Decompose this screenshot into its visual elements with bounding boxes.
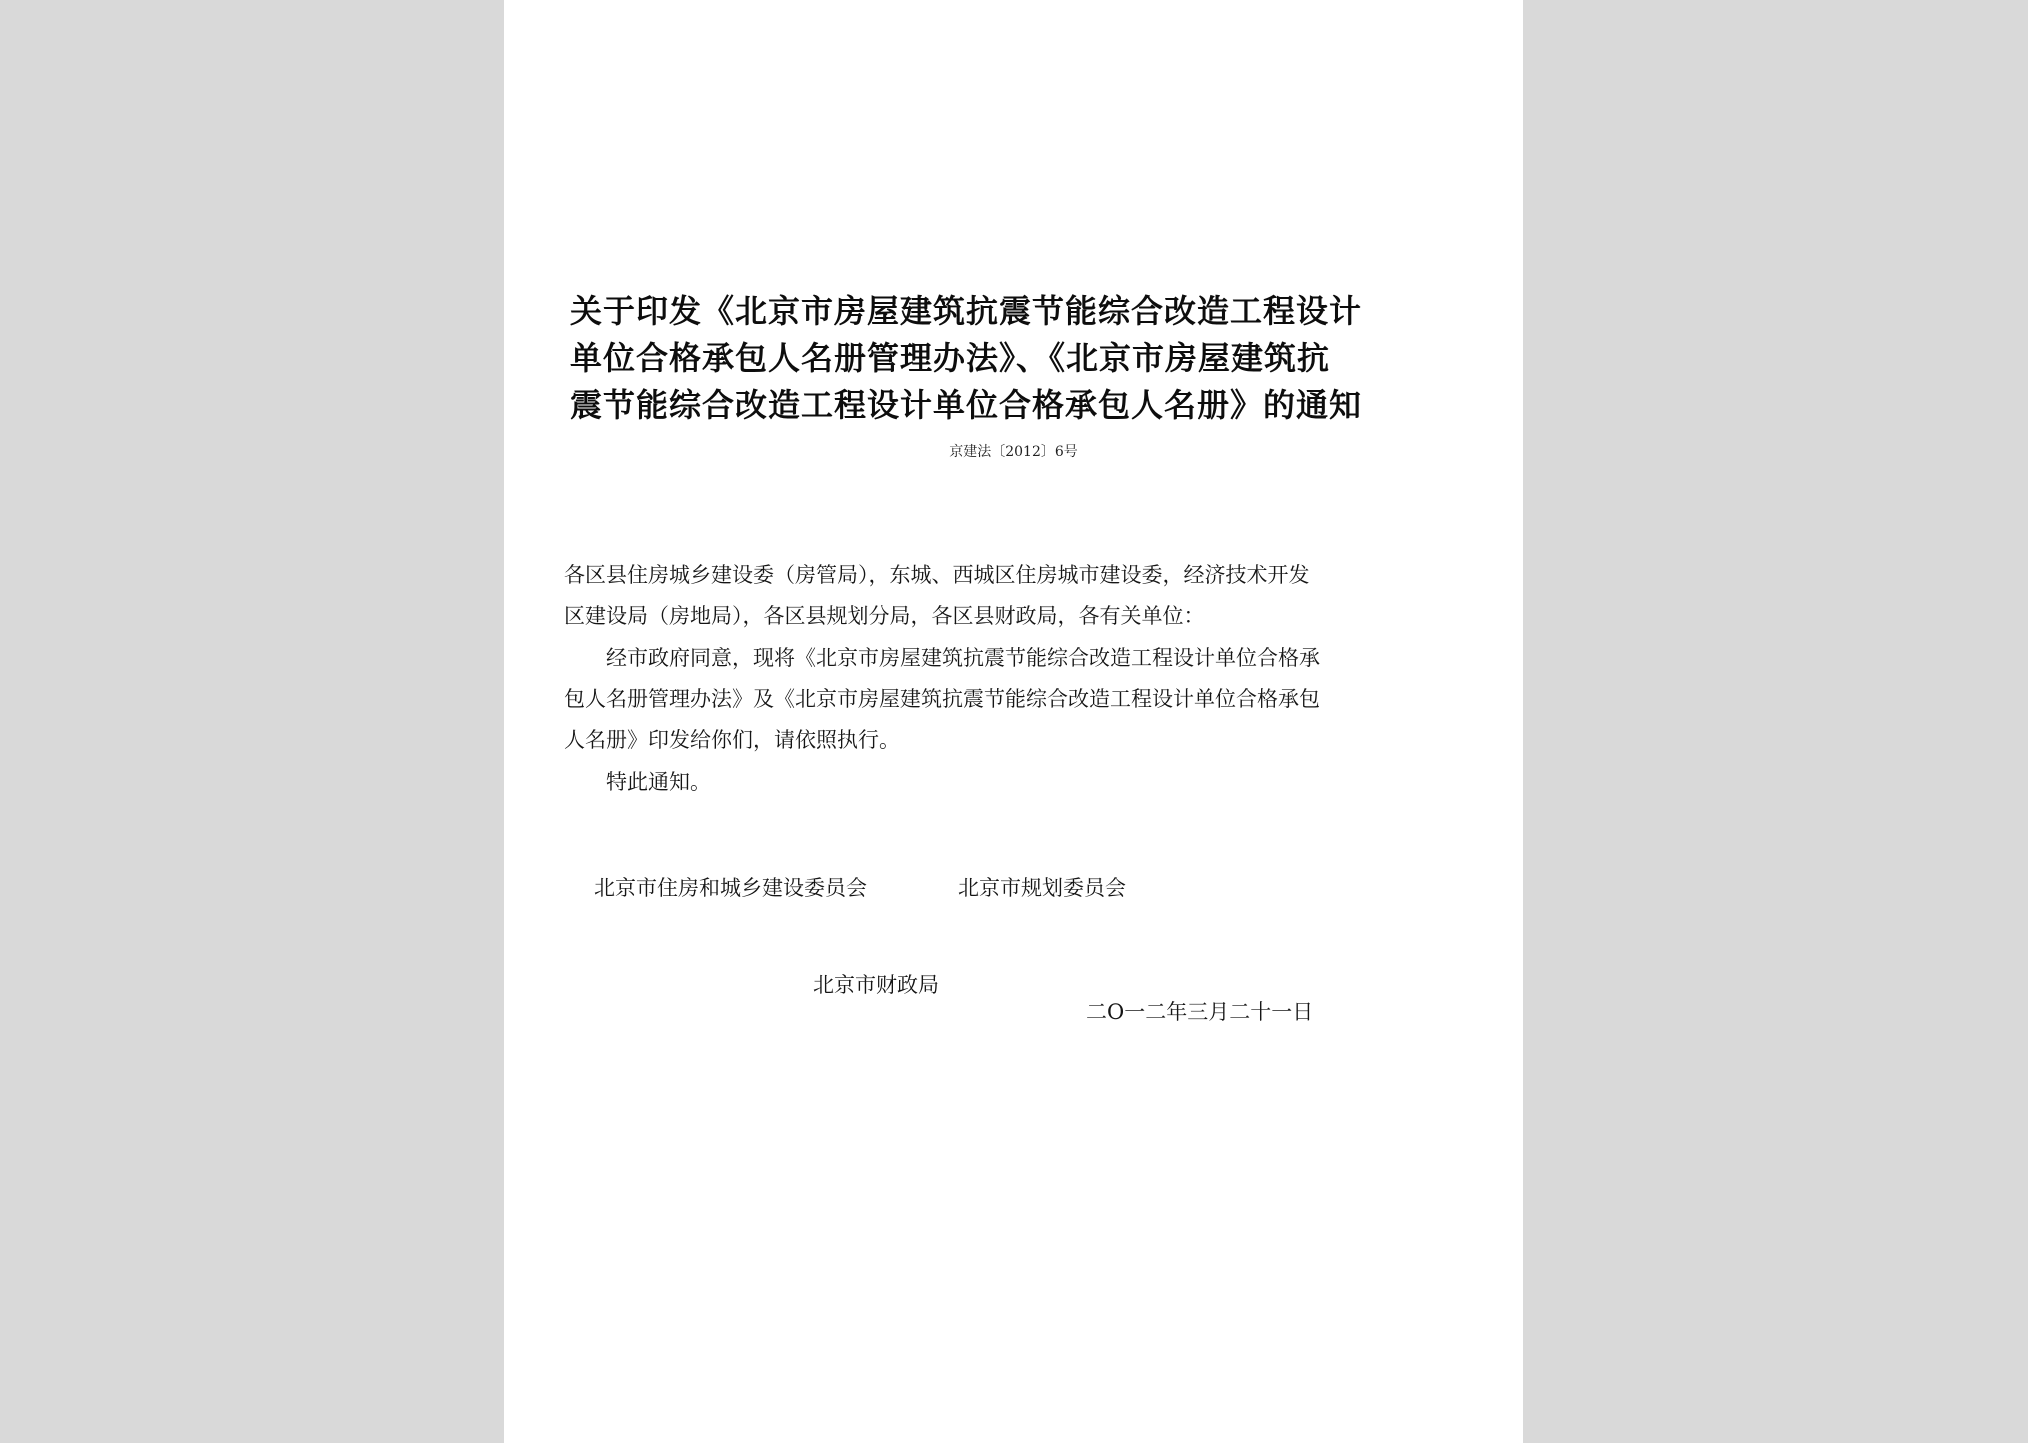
- signature-planning-commission: 北京市规划委员会: [958, 876, 1126, 900]
- title-line: 震节能综合改造工程设计单位合格承包人名册》的通知: [570, 386, 1363, 424]
- document-date: 二O一二年三月二十一日: [1086, 1000, 1314, 1024]
- title-line: 单位合格承包人名册管理办法》、《北京市房屋建筑抗: [570, 339, 1331, 377]
- title-line: 关于印发《北京市房屋建筑抗震节能综合改造工程设计: [570, 292, 1363, 330]
- signature-finance-bureau: 北京市财政局: [813, 973, 939, 997]
- document-page: [504, 0, 1523, 1443]
- body-paragraph-line: 人名册》印发给你们，请依照执行。: [564, 728, 900, 752]
- signature-housing-commission: 北京市住房和城乡建设委员会: [594, 876, 867, 900]
- document-title: [570, 288, 1460, 429]
- addressee-line: 各区县住房城乡建设委（房管局），东城、西城区住房城市建设委，经济技术开发: [564, 563, 1310, 587]
- body-paragraph-line: 包人名册管理办法》及《北京市房屋建筑抗震节能综合改造工程设计单位合格承包: [564, 687, 1320, 711]
- document-number: 京建法〔2012〕6号: [949, 444, 1078, 460]
- closing-line: 特此通知。: [606, 770, 711, 794]
- body-paragraph-line: 经市政府同意，现将《北京市房屋建筑抗震节能综合改造工程设计单位合格承: [606, 646, 1320, 670]
- addressee-line: 区建设局（房地局），各区县规划分局，各区县财政局，各有关单位：: [564, 604, 1205, 628]
